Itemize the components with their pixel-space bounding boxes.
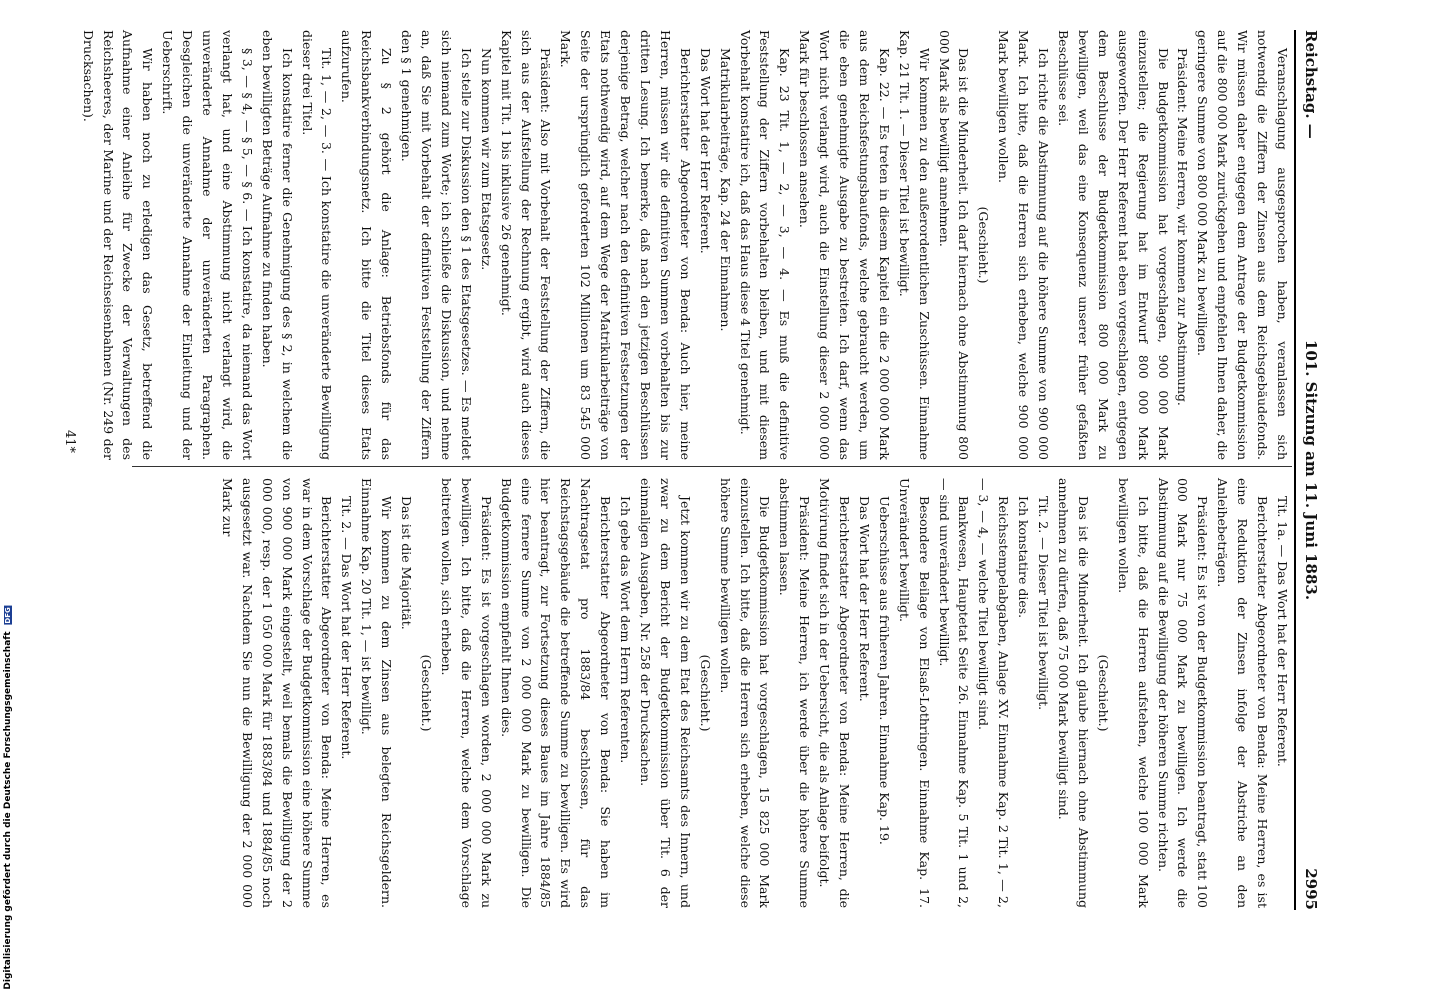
paragraph: Das ist die Majorität. [399,496,415,630]
header-session: 101. Sitzung am 11. Juni 1883. [1302,339,1320,601]
right-column [152,478,1292,908]
paragraph: Ueberschüsse aus früheren Jahren. Einnahme Kap. 19. [876,496,892,845]
paragraph: Präsident: Meine Herren, wir kommen zur Abstimmung. [1175,48,1191,406]
paragraph: Das ist die Minderheit. Ich glaube hiernach ohne Abstimmung annehmen zu dürfen, daß 75 000 Mark bewilligt sind. [1056,478,1091,908]
paragraph: Das ist die Minderheit. Ich darf hiernach ohne Abstimmung 800 000 Mark als bewilligt annehmen. [936,30,972,460]
dfg-logo: DFG [4,607,12,624]
paragraph: Ich richte die Abstimmung auf die höhere Summe von 900 000 Mark. Ich bitte, daß die Herren sich erheben, welche 900 000 Mark bewilligen wollen. [996,30,1052,460]
paragraph: Veranschlagung ausgesprochen haben, veranlassen sich notwendig die Ziffern der Zinsen aus dem Reichsgebäudefonds. Wir müssen daher entgegen dem Antrage der Budgetkommission auf die 800 000 Mark zurückgehen und empfehlen Ihnen daher, die geringere Summe von 800 000 Mark zu bewilligen. [1195,30,1290,460]
paragraph: Präsident: Es ist vorgeschlagen worden, 2 000 000 Mark zu bewilligen. Ich bitte, daß die Herren, welche dem Vorschlage beitreten wollen, sich erheben. [438,478,494,908]
paragraph: Das Wort hat der Herr Referent. [697,48,713,254]
paragraph: Wir kommen zu dem Zinsen aus belegten Reichsgeldern. Einnahme Kap. 20 Tit. 1, — ist bewilligt. [359,478,395,908]
paragraph: Jetzt kommen wir zu dem Etat des Reichsamts des Innern, und zwar zu dem Bericht der Budgetkommission über Tit. 6 der einmaligen Ausgaben, Nr. 258 der Drucksachen. [638,478,693,908]
stage-direction: (Geschieht.) [976,206,992,284]
paragraph: Matrikularbeiträge, Kap. 24 der Einnahmen. [717,48,733,332]
paragraph: Wir haben noch zu erledigen das Gesetz, betreffend die Aufnahme einer Anleihe für Zwecke der Verwaltungen des Reichsheeres, der Marine und der Reichseisenbahnen (Nr. 249 der Drucksachen). [80,30,156,460]
paragraph: Ich gebe das Wort dem Herrn Referenten. [618,496,634,764]
paragraph: Berichterstatter Abgeordneter von Benda: Meine Herren, die Motivirung findet sich in der Uebersicht, die als Anlage beifolgt. [817,478,853,908]
paragraph: Die Budgetkommission hat vorgeschlagen, 900 000 Mark einzustellen; die Regierung hat im Entwurf 800 000 Mark ausgeworfen. Der Herr Referent hat eben vorgeschlagen, entgegen dem Beschlusse der Budgetkommission 800 000 Mark zu bewilligen, weil das eine Konsequenz unserer früher gefaßten Beschlüsse sei. [1056,30,1171,460]
paragraph: Präsident: Also mit Vorbehalt der Feststellung der Ziffern, die sich aus der Aufstellung der Rechnung ergibt, wird auch dieses Kapitel mit Tit. 1 bis inklusive 26 genehmigt. [498,30,554,460]
paragraph: Berichterstatter Abgeordneter von Benda: Sie haben im Nachtragsetat pro 1883/84 beschlossen, für das Reichstagsgebäude die betreffende Summe zu bewilligen. Es wird hier beantragt, zur Fortsetzung dieses Baues im Jahre 1884/85 eine fernere Summe von 2 000 000 Mark zu bewilligen. Die Budgetkommission empfiehlt Ihnen dies. [498,478,614,908]
paragraph: Präsident: Meine Herren, ich werde über die höhere Summe abstimmen lassen. [777,478,813,908]
paragraph: Tit. 2. — Dieser Titel ist bewilligt. [1036,496,1052,711]
paragraph: Ich stelle zur Diskussion den § 1 des Etatsgesetzes. — Es meldet sich niemand zum Worte; ich schließe die Diskussion, und nehme an, daß Sie mit Vorbehalt der definitiven Feststellung der Ziffern den § 1 genehmigen. [399,30,474,460]
paragraph: Besondere Beilage von Elsaß-Lothringen. Einnahme Kap. 17. Unverändert bewilligt. [896,478,932,908]
paragraph: Ich bitte, daß die Herren aufstehen, welche 100 000 Mark bewilligen wollen. [1115,478,1151,908]
paragraph: Kap. 22. — Es treten in diesem Kapitel ein die 2 000 000 Mark aus dem Reichsfestungsbaufonds, welche gebraucht werden, um die eben genehmigte Ausgabe zu bestreiten. Ich darf, wenn das Wort nicht verlangt wird, auch die Einstellung dieser 2 000 000 Mark für beschlossen ansehen. [797,30,892,460]
paragraph: Präsident: Es ist von der Budgetkommission beantragt, statt 100 000 Mark nur 75 000 Mark zu bewilligen. Ich werde die Abstimmung auf die Bewilligung der höheren Summe richten. [1155,478,1211,908]
paragraph: Bankwesen, Hauptetat Seite 26. Einnahme Kap. 5 Tit. 1 und 2, — sind unverändert bewilligt. [936,478,972,908]
paragraph: Kap. 23 Tit. 1, — 2, — 3, — 4. — Es muß die definitive Feststellung der Ziffern vorbehalten bleiben, und mit diesem Vorbehalt konstatire ich, daß das Haus diese 4 Titel genehmigt. [737,30,793,460]
signature-mark: 41* [62,430,77,454]
paragraph: Tit. 2. — Das Wort hat der Herr Referent. [339,496,355,760]
paragraph: Tit. 1a. — Das Wort hat der Herr Referent. [1275,496,1290,767]
column-divider [132,466,1292,467]
left-column [80,30,1292,460]
paragraph: Ich konstatire dies. [1016,496,1032,619]
stage-direction: (Geschieht.) [697,654,713,732]
paragraph: Reichsstempelabgaben, Anlage XV. Einnahme Kap. 2 Tit. 1, — 2, — 3, — 4, — welche Titel bewilligt sind. [976,478,1012,908]
paragraph: Tit. 1, — 2, — 3. — Ich konstatire die unveränderte Bewilligung dieser drei Titel. [299,30,335,460]
paragraph: Berichterstatter Abgeordneter von Benda: Meine Herren, es ist eine Reduktion der Zinsen infolge der Abstriche an den Anleihebeträgen. [1215,478,1271,908]
page-header [1294,30,1322,910]
header-page-number: 2995 [1302,868,1320,910]
stage-direction: (Geschieht.) [419,654,435,732]
paragraph: Nun kommen wir zum Etatsgesetz. [478,48,494,271]
paragraph: § 3, — § 4, — § 5, — § 6. — Ich konstatire, da niemand das Wort verlangt hat, und eine Abstimmung nicht verlangt wird, die unveränderte Annahme der unveränderten Paragraphen. Desgleichen die unveränderte Annahme der Einleitung und der Ueberschrift. [160,30,255,460]
digitization-credit-text: Digitalisierung gefördert durch die Deutsche Forschungsgemeinschaft [3,631,13,990]
paragraph: Berichterstatter Abgeordneter von Benda: Meine Herren, es war in dem Vorschlage der Budgetkommission eine höhere Summe von 900 000 Mark eingestellt, weil bemals die Bewilligung der 2 000 000, resp. der 1 050 000 Mark für 1883/84 und 1884/85 noch ausgesetzt war. Nachdem Sie nun die Bewilligung der 2 000 000 Mark zur [219,478,335,908]
paragraph: Berichterstatter Abgeordneter von Benda: Auch hier, meine Herren, müssen wir die definitiven Summen vorbehalten bis zur dritten Lesung. Ich bemerke, daß nach den jetzigen Beschlüssen derjenige Betrag, welcher nach den definitiven Festsetzungen der Etats nothwendig wird, auf dem Wege der Matrikularbeiträge von Seite der ursprünglich geforderten 102 Millionen um 83 545 000 Mark. [558,30,693,460]
paragraph: Das Wort hat der Herr Referent. [856,496,872,702]
paragraph: Zu § 2 gehört die Anlage: Betriebsfonds für das Reichsbankverbindungsnetz. Ich bitte die Titel dieses Etats aufzurufen. [339,30,395,460]
stage-direction: (Geschieht.) [1095,654,1111,732]
paragraph: Die Budgetkommission hat vorgeschlagen, 15 825 000 Mark einzustellen. Ich bitte, daß die Herren sich erheben, welche diese höhere Summe bewilligen wollen. [717,478,773,908]
header-publication: Reichstag. — [1302,30,1320,139]
paragraph: Wir kommen zu den außerordentlichen Zuschüssen. Einnahme Kap. 21 Tit. 1. — Dieser Titel ist bewilligt. [896,30,932,460]
paragraph: Ich konstatire ferner die Genehmigung des § 2, in welchem die eben bewilligten Beträge Aufnahme zu finden haben. [259,30,295,460]
